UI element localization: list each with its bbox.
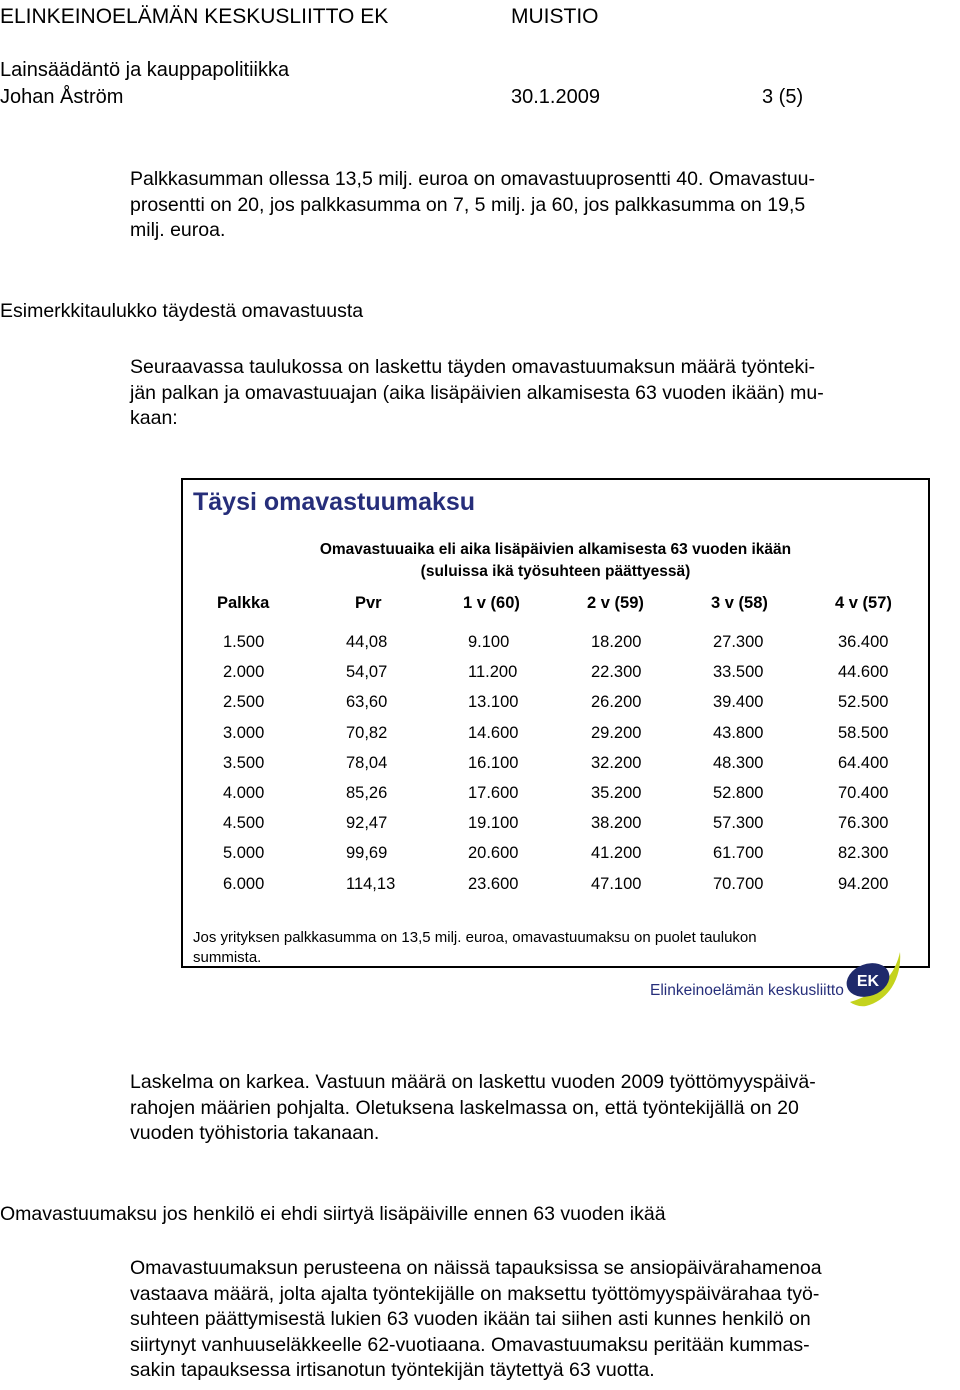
text-line: Laskelma on karkea. Vastuun määrä on laskettu vuoden 2009 työttömyyspäivä-: [130, 1071, 816, 1093]
table-cell-1v: 13.100: [468, 693, 519, 712]
table-cell-4v: 82.300: [838, 844, 889, 863]
text-line: suhteen päättymisestä lukien 63 vuoden ikään tai siihen asti kunnes henkilö on: [130, 1308, 811, 1330]
table-cell-4v: 64.400: [838, 753, 889, 772]
table-header-line: Omavastuuaika eli aika lisäpäivien alkamisesta 63 vuoden ikään: [319, 541, 792, 558]
page-number: 3 (5): [762, 86, 804, 108]
section2-paragraph: [130, 1256, 930, 1384]
table-cell-4v: 94.200: [838, 874, 889, 893]
table-cell-pvr: 70,82: [346, 723, 388, 742]
table-cell-2v: 47.100: [591, 874, 642, 893]
author: Johan Åström: [0, 86, 124, 108]
table-cell-2v: 26.200: [591, 693, 642, 712]
ek-logo-mark: EK: [856, 973, 880, 990]
table-cell-palkka: 5.000: [223, 844, 265, 863]
table-footnote: Jos yrityksen palkkasumma on 13,5 milj. euroa, omavastuumaksu on puolet taulukon: [193, 929, 757, 946]
column-header-palkka: Palkka: [217, 594, 270, 612]
table-title: Täysi omavastuumaksu: [193, 488, 476, 516]
table-cell-palkka: 4.000: [223, 784, 265, 802]
document-type: MUISTIO: [511, 5, 599, 28]
table-cell-2v: 38.200: [591, 814, 642, 833]
table-cell-1v: 19.100: [468, 814, 519, 833]
table-cell-3v: 39.400: [713, 693, 764, 712]
text-line: Seuraavassa taulukossa on laskettu täyden omavastuumaksun määrä työnteki-: [130, 356, 816, 378]
ek-logo-icon: [842, 946, 904, 1008]
table-cell-3v: 48.300: [713, 753, 764, 772]
text-line: sakin tapauksessa irtisanotun työntekijän täytettyä 63 vuotta.: [130, 1359, 655, 1381]
table-cell-palkka: 2.000: [223, 663, 265, 682]
note-paragraph: [130, 1070, 930, 1147]
table-cell-pvr: 85,26: [346, 784, 388, 802]
table-cell-pvr: 78,04: [346, 753, 388, 772]
section-heading-example-table: Esimerkkitaulukko täydestä omavastuusta: [0, 300, 364, 322]
table-cell-3v: 33.500: [713, 663, 764, 682]
table-cell-pvr: 63,60: [346, 693, 388, 712]
table-cell-3v: 57.300: [713, 814, 764, 833]
text-line: Palkkasumman ollessa 13,5 milj. euroa on omavastuuprosentti 40. Omavastuu-: [130, 168, 816, 190]
text-line: kaan:: [130, 407, 178, 429]
table-cell-palkka: 3.000: [223, 723, 265, 742]
table-cell-pvr: 99,69: [346, 844, 388, 863]
column-header-4v: 4 v (57): [835, 594, 892, 612]
department: Lainsäädäntö ja kauppapolitiikka: [0, 59, 290, 81]
table-cell-palkka: 4.500: [223, 814, 265, 833]
table-cell-4v: 70.400: [838, 784, 889, 802]
table-cell-3v: 27.300: [713, 633, 764, 651]
table-cell-4v: 76.300: [838, 814, 889, 833]
text-line: prosentti on 20, jos palkkasumma on 7, 5 milj. ja 60, jos palkkasumma on 19,5: [130, 193, 806, 216]
table-cell-2v: 29.200: [591, 723, 642, 742]
section-heading-before-63: Omavastuumaksu jos henkilö ei ehdi siirtyä lisäpäiville ennen 63 vuoden ikää: [0, 1203, 666, 1225]
text-line: Omavastuumaksun perusteena on näissä tapauksissa se ansiopäivärahamenoa: [130, 1257, 822, 1279]
table-cell-2v: 41.200: [591, 844, 642, 863]
table-cell-4v: 36.400: [838, 633, 889, 651]
table-cell-pvr: 44,08: [346, 633, 388, 651]
table-cell-1v: 11.200: [468, 663, 518, 682]
text-line: vastaava määrä, jolta ajalta työntekijälle on maksettu työttömyyspäivärahaa työ-: [130, 1282, 820, 1305]
column-header-pvr: Pvr: [355, 594, 382, 612]
text-line: vuoden työhistoria takanaan.: [130, 1122, 380, 1144]
table-cell-1v: 14.600: [468, 723, 519, 742]
date: 30.1.2009: [511, 86, 600, 108]
table-footnote-cont: summista.: [193, 949, 262, 966]
organization-name: ELINKEINOELÄMÄN KESKUSLIITTO EK: [0, 5, 389, 28]
table-cell-3v: 61.700: [713, 844, 764, 863]
table-cell-2v: 22.300: [591, 663, 642, 682]
column-header-3v: 3 v (58): [711, 594, 768, 612]
table-cell-palkka: 1.500: [223, 633, 265, 651]
table-cell-3v: 43.800: [713, 723, 764, 742]
table-cell-palkka: 6.000: [223, 874, 265, 893]
table-cell-1v: 16.100: [468, 753, 519, 772]
table-cell-1v: 23.600: [468, 874, 519, 893]
table-cell-2v: 35.200: [591, 784, 642, 802]
table-cell-4v: 52.500: [838, 693, 889, 712]
intro-paragraph: [130, 167, 930, 244]
table-cell-3v: 52.800: [713, 784, 764, 802]
text-line: jän palkan ja omavastuuajan (aika lisäpäivien alkamisesta 63 vuoden ikään) mu-: [130, 381, 824, 404]
text-line: siirtynyt vanhuuseläkkeelle 62-vuotiaana. Omavastuumaksu peritään kummas-: [130, 1333, 810, 1356]
text-line: milj. euroa.: [130, 219, 226, 241]
text-line: rahojen määrien pohjalta. Oletuksena laskelmassa on, että työntekijällä on 20: [130, 1096, 799, 1119]
table-cell-2v: 18.200: [591, 633, 642, 651]
table-cell-1v: 9.100: [468, 633, 510, 651]
column-header-1v: 1 v (60): [463, 594, 520, 612]
table-cell-palkka: 3.500: [223, 753, 265, 772]
table-cell-pvr: 92,47: [346, 814, 388, 833]
table-cell-4v: 58.500: [838, 723, 889, 742]
table-cell-pvr: 114,13: [346, 874, 396, 893]
table-cell-1v: 20.600: [468, 844, 519, 863]
table-cell-1v: 17.600: [468, 784, 519, 802]
column-header-2v: 2 v (59): [587, 594, 644, 612]
section1-paragraph: [130, 355, 930, 432]
table-header-subline: (suluissa ikä työsuhteen päättyessä): [420, 563, 691, 580]
table-cell-2v: 32.200: [591, 753, 642, 772]
ek-logo-text: Elinkeinoelämän keskusliitto: [650, 982, 844, 999]
table-cell-3v: 70.700: [713, 874, 764, 893]
table-cell-palkka: 2.500: [223, 693, 265, 712]
table-cell-4v: 44.600: [838, 663, 889, 682]
table-cell-pvr: 54,07: [346, 663, 388, 682]
